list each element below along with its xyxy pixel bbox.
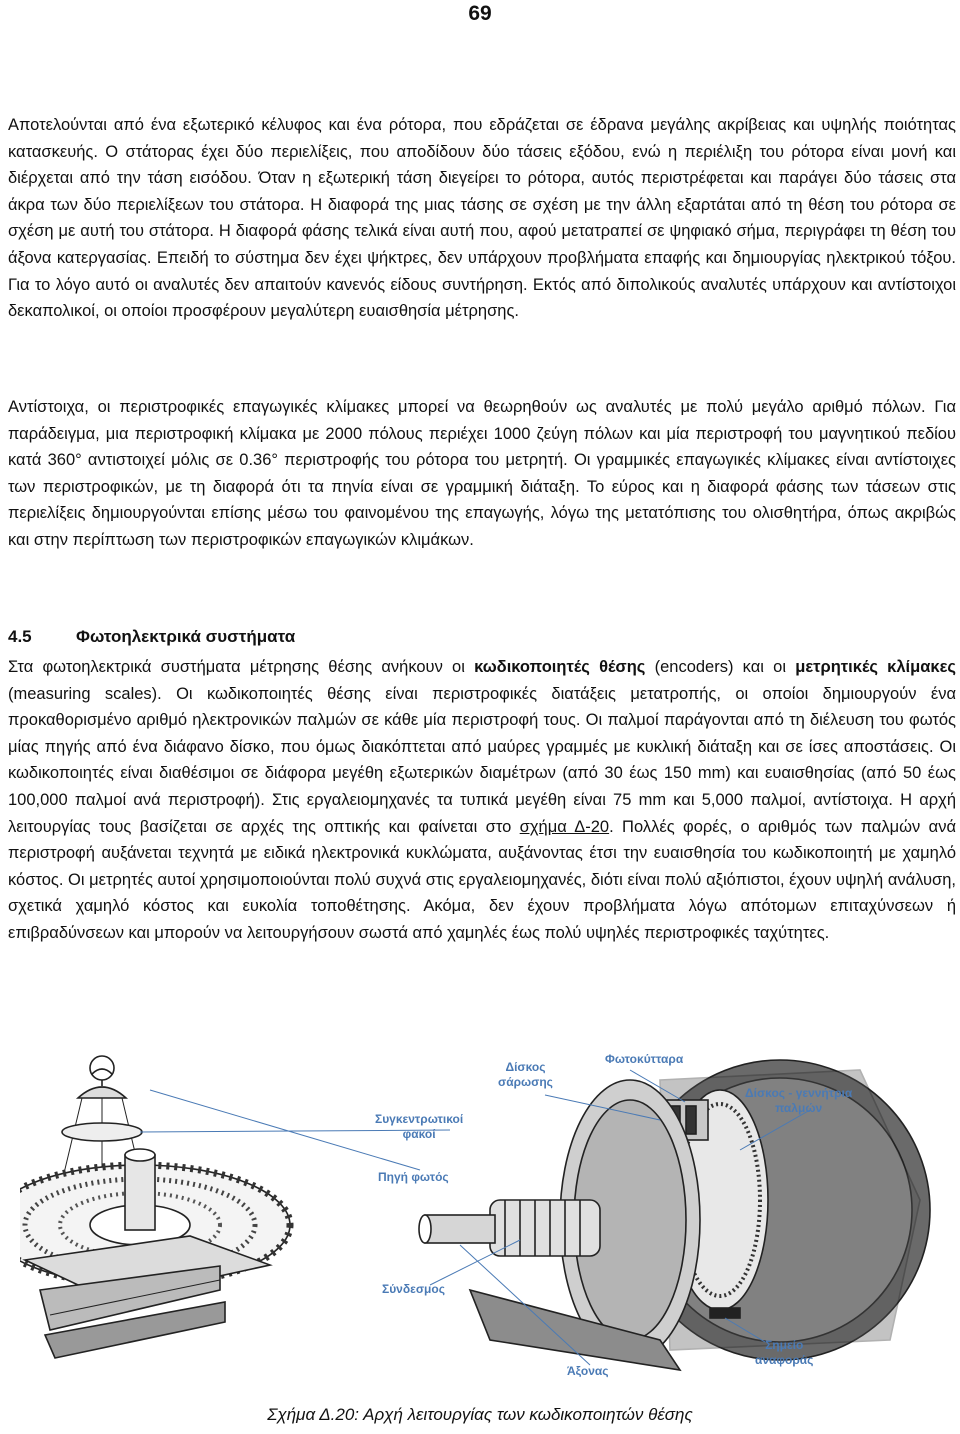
label-line: φακοί [402, 1127, 436, 1141]
lens-icon [62, 1123, 142, 1141]
section-heading [8, 627, 295, 647]
figure-caption: Σχήμα Δ.20: Αρχή λειτουργίας των κωδικοποιητών θέσης [267, 1405, 693, 1424]
paragraph-encoders [8, 654, 956, 947]
label-coupling [382, 1282, 445, 1297]
term-measuring-scales: μετρητικές κλίμακες [795, 658, 956, 676]
label-line: Σημείο [765, 1338, 804, 1352]
figure-reference-link[interactable]: σχήμα Δ-20 [519, 817, 610, 836]
label-line: Δίσκος - γεννήτρια [745, 1086, 853, 1100]
text-run: (measuring scales). Οι κωδικοποιητές θέσης είναι περιστροφικές διατάξεις μετατροπής, οι οποίοι δημιουργούν ένα προκαθορισμένο αριθμό ηλεκτρονικών παλμών σε κάθε μία περιστροφή τους. Οι παλμοί παράγονται από τη διέλευση του φωτός μίας πηγής από ένα διάφανο δίσκο, που όμως διακόπτεται από μαύρες γραμμές με κυκλική διάταξη και σε ίσες αποστάσεις. Οι κωδικοποιητές είναι διαθέσιμοι σε διάφορα μεγέθη εξωτερικών διαμέτρων (από 30 έως 150 mm) και ευαισθησίας (από 50 έως 100,000 παλμοί ανά περιστροφή). Στις εργαλειομηχανές τα τυπικά μεγέθη είναι 75 mm και 5,000 παλμοί, αντίστοιχα. Η αρχή λειτουργίας τους βασίζεται σε αρχές της οπτικής και φαίνεται στο [8, 684, 956, 836]
label-line: Πηγή φωτός [378, 1170, 449, 1184]
label-line: Άξονας [567, 1364, 609, 1378]
label-pulse-disc [745, 1086, 852, 1116]
label-axis [567, 1364, 608, 1379]
coupling-icon [490, 1200, 600, 1256]
text-run: (encoders) και οι [645, 658, 796, 676]
label-lenses [375, 1112, 463, 1142]
label-photocells [605, 1052, 683, 1067]
paragraph-resolvers: Αποτελούνται από ένα εξωτερικό κέλυφος και ένα ρότορα, που εδράζεται σε έδρανα μεγάλης ακρίβειας και υψηλής ποιότητας κατασκευής. Ο στάτορας έχει δύο περιελίξεις, που αποδίδουν δύο τάσεις εξόδου, ενώ η περιέλιξη του ρότορα είναι μονή και διέρχεται από την τάση εισόδου. Όταν η εξωτερική τάση διεγείρει το ρότορα, αυτός περιστρέφεται και παράγει δύο τάσεις στα άκρα των δύο περιελίξεων του στάτορα. Η διαφορά της μιας τάσης σε σχέση με την άλλη εξαρτάται από τη θέση του ρότορα σε σχέση με αυτή του στάτορα. Η διαφορά φάσης τελικά είναι αυτή που, αφού μετατραπεί σε ψηφιακό σήμα, περιγράφει τη θέση του άξονα κατεργασίας. Επειδή το σύστημα δεν έχει ψήκτρες, δεν υπάρχουν προβλήματα επαφής και δημιουργίας ηλεκτρικού τόξου. Για το λόγο αυτό οι αναλυτές δεν απαιτούν κανενός είδους συντήρηση. Εκτός από διπολικούς αναλυτές υπάρχουν και αντίστοιχοι δεκαπολικοί, οι οποίοι προσφέρουν μεγαλύτερη ευαισθησία μέτρησης. [8, 116, 956, 321]
page-number: 69 [468, 2, 492, 25]
label-line: αναφοράς [755, 1353, 814, 1367]
reference-mark-icon [710, 1308, 740, 1318]
housing-drawing [419, 1060, 930, 1370]
label-line: Φωτοκύτταρα [605, 1052, 684, 1066]
text-run: . Πολλές φορές, ο αριθμός των παλμών ανά περιστροφή αυξάνεται τεχνητά με ειδικά ηλεκτρονικά κυκλώματα, αυξάνοντας έτσι την ευαισθησία του κωδικοποιητή με χαμηλό κόστος. Οι μετρητές αυτοί χρησιμοποιούνται πολύ συχνά στις εργαλειομηχανές, διότι είναι πολύ αξιόπιστοι, έχουν υψηλή ανάλυση, σχετικά χαμηλό κόστος και ευκολία τοποθέτησης. Ακόμα, δεν έχουν προβλήματα λόγω απότομων επιταχύνσεων ή επιβραδύνσεων και μπορούν να λειτουργήσουν σωστά από χαμηλές έως πολύ υψηλές περιστροφικές ταχύτητες. [8, 817, 956, 942]
text-run: Στα φωτοηλεκτρικά συστήματα μέτρησης θέσης ανήκουν οι [8, 658, 475, 676]
paragraph-inductive-scales: Αντίστοιχα, οι περιστροφικές επαγωγικές κλίμακες μπορεί να θεωρηθούν ως αναλυτές με πολύ μεγάλο αριθμό πόλων. Για παράδειγμα, μια περιστροφική κλίμακα με 2000 πόλους περιέχει 1000 ζεύγη πόλων και μία περιστροφή του μαγνητικού πεδίου κατά 360° αντιστοιχεί μόλις σε 0.36° περιστροφής του ρότορα του μετρητή. Οι γραμμικές επαγωγικές κλίμακες είναι αντίστοιχες των περιστροφικών, με τη διαφορά ότι τα πηνία είναι σε γραμμική διάταξη. Το εύρος και η διαφορά φάσης των τάσεων στις περιελίξεις δημιουργούνται επίσης μέσω του φαινομένου της επαγωγής, λόγω της μετατόπισης του ολισθητήρα, όπως ακριβώς και στην περίπτωση των περιστροφικών επαγωγικών κλιμάκων. [8, 398, 956, 549]
label-line: Δίσκος [505, 1060, 546, 1074]
spindle-icon [125, 1155, 155, 1230]
label-light-source [378, 1170, 449, 1185]
shaft-icon [425, 1215, 495, 1243]
label-reference-point [755, 1338, 813, 1368]
encoder-figure [20, 1040, 940, 1400]
label-scan-disc [498, 1060, 553, 1090]
label-line: Συγκεντρωτικοί [375, 1112, 464, 1126]
principle-drawing [20, 1056, 290, 1358]
label-line: παλμών [775, 1101, 823, 1115]
section-title: Φωτοηλεκτρικά συστήματα [76, 627, 296, 646]
section-number: 4.5 [8, 627, 32, 646]
label-line: Σύνδεσμος [382, 1282, 445, 1296]
label-line: σάρωσης [498, 1075, 553, 1089]
term-encoders: κωδικοποιητές θέσης [474, 658, 646, 676]
